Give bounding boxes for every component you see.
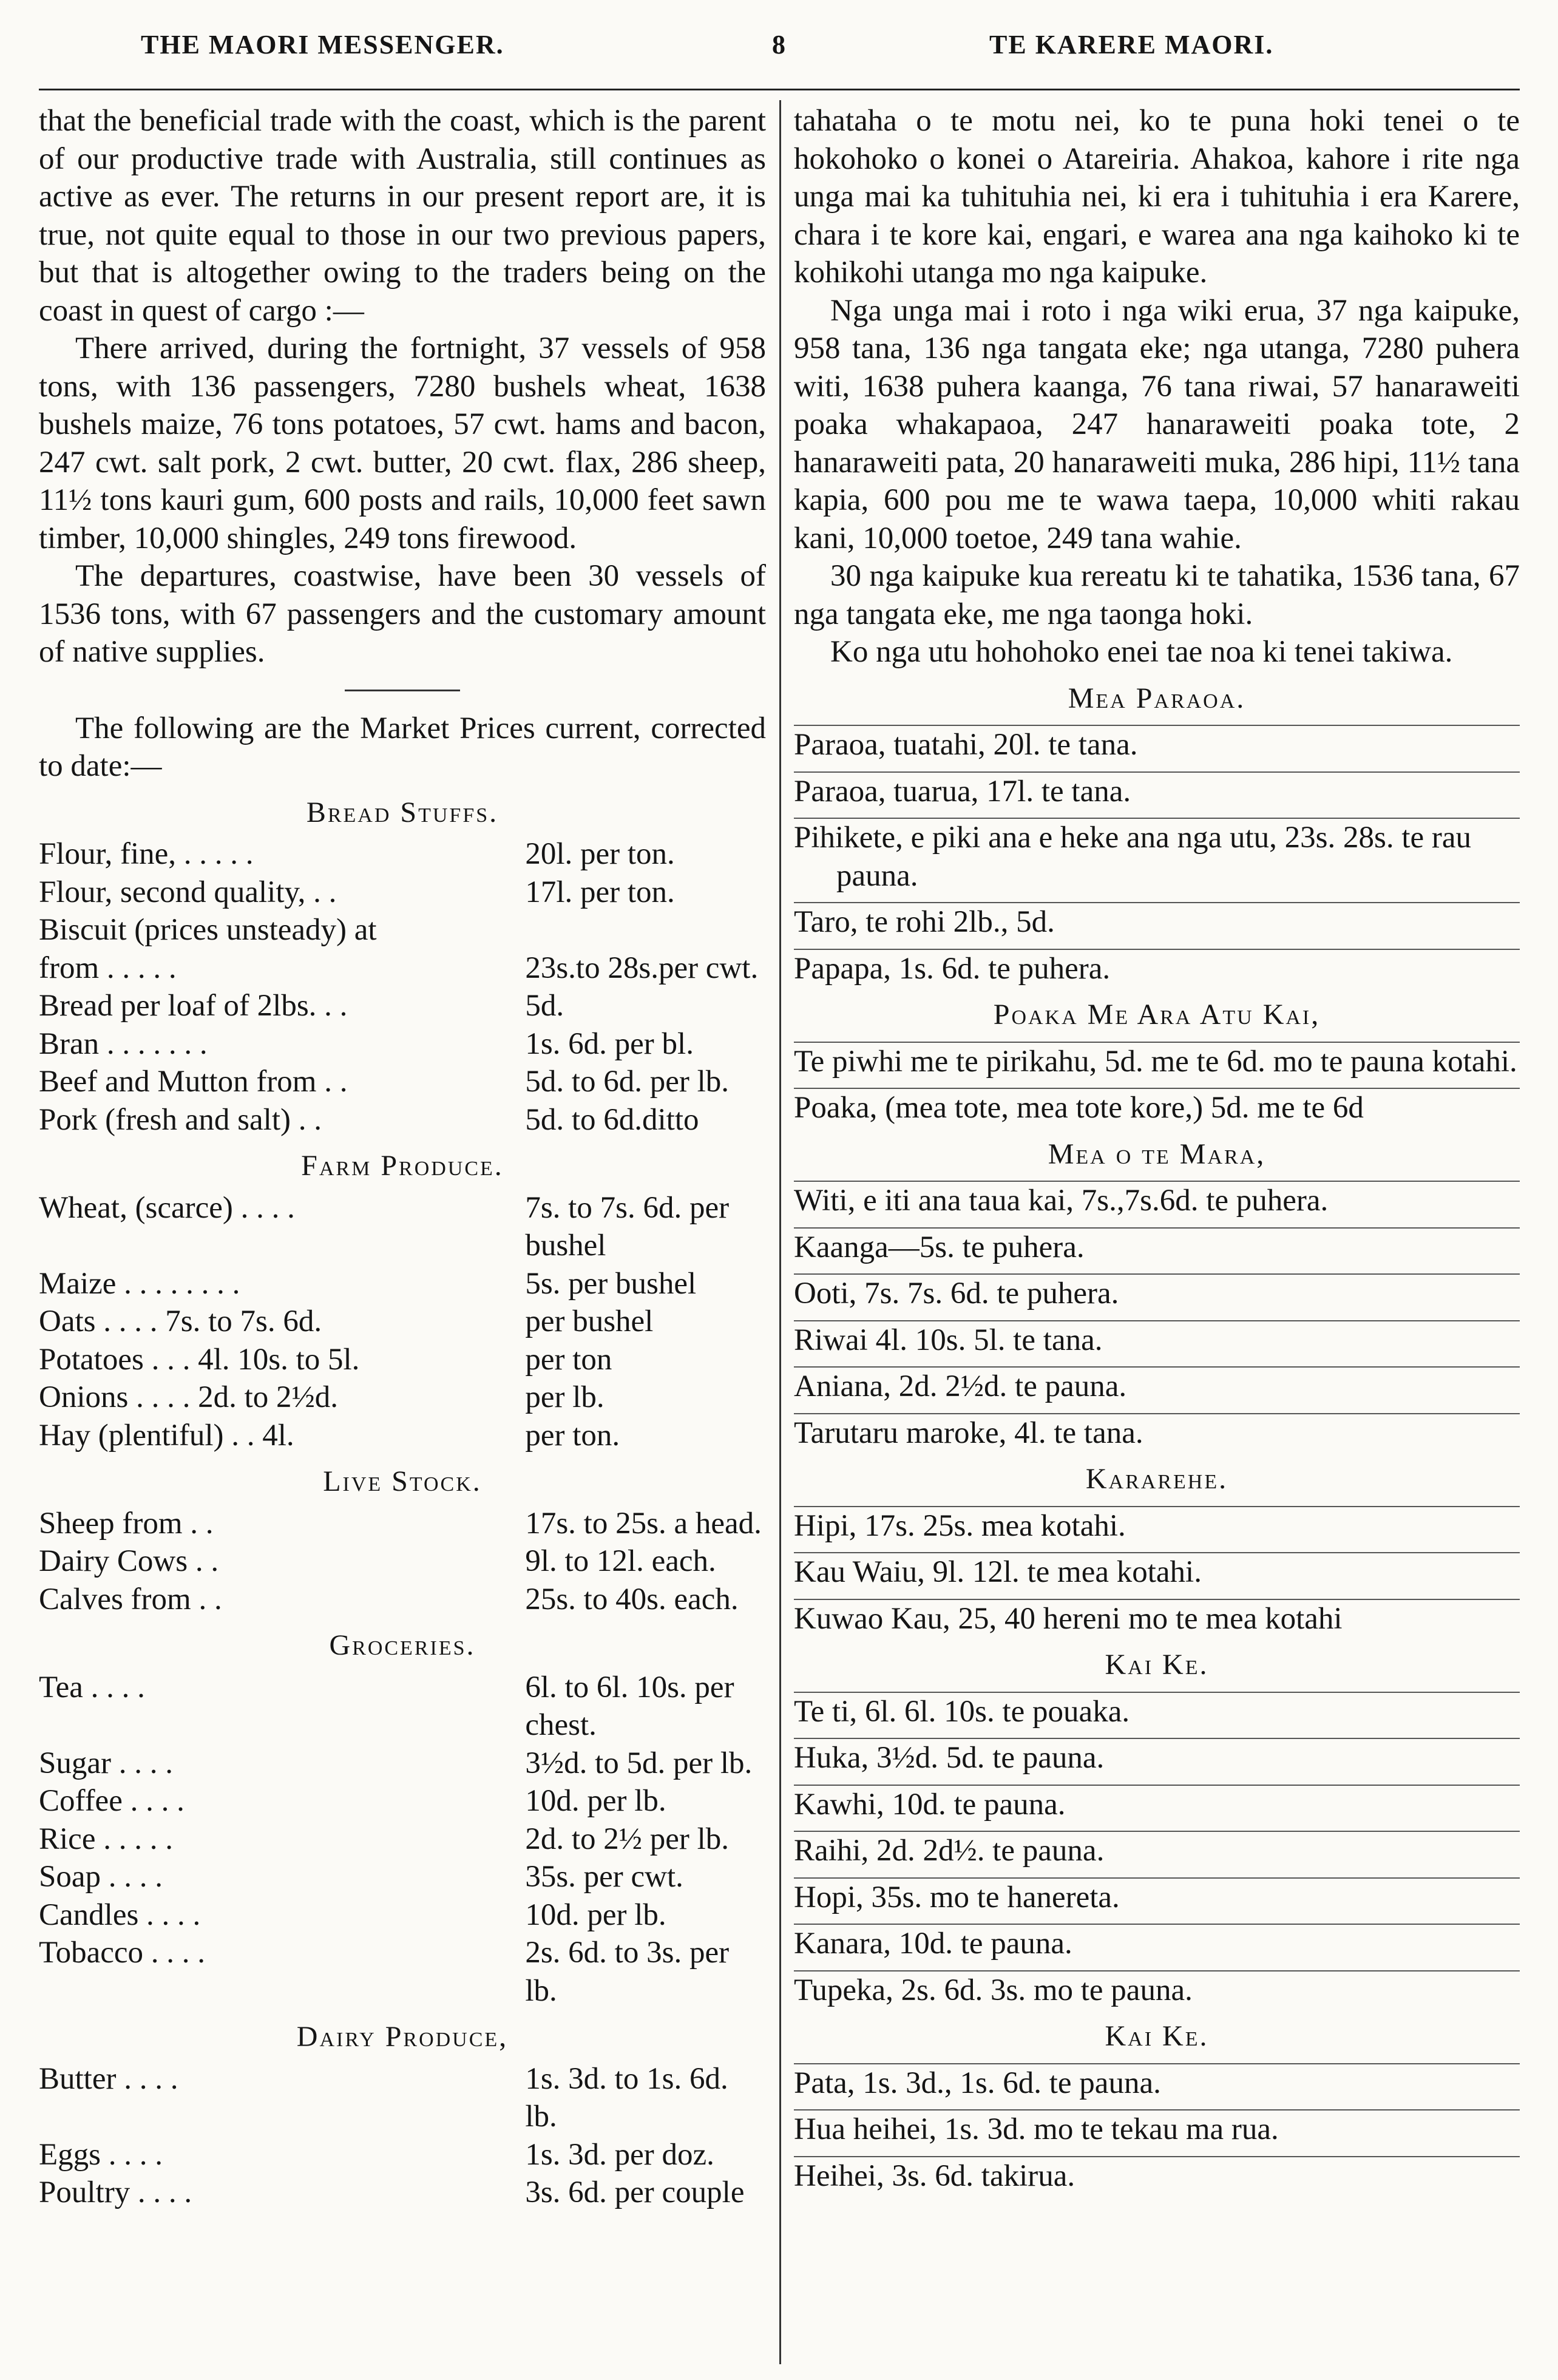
price-value: 10d. per lb.	[525, 1897, 666, 1932]
price-item-label: Soap . . . .	[39, 1860, 163, 1894]
price-row	[39, 1896, 766, 1934]
price-value: 1s. 3d. to 1s. 6d. lb.	[525, 2061, 728, 2134]
price-value: per bushel	[525, 1304, 654, 1338]
price-value: 6l. to 6l. 10s. per chest.	[525, 1670, 734, 1742]
price-value: 25s. to 40s. each.	[525, 1582, 739, 1616]
price-row-maori: Heihei, 3s. 6d. takirua.	[794, 2156, 1520, 2195]
price-item-label: Candles . . . .	[39, 1897, 201, 1932]
arrivals-paragraph: There arrived, during the fortnight, 37 vessels of 958 tons, with 136 passengers, 7280 bushels wheat, 1638 bushels maize, 76 tons potatoes, 57 cwt. hams and bacon, 247 cwt. salt pork, 2 cwt. butter, 20 cwt. flax, 286 sheep, 11½ tons kauri gum, 600 posts and rails, 10,000 feet sawn timber, 10,000 shingles, 249 tons firewood.	[39, 331, 766, 555]
price-value: per ton	[525, 1342, 612, 1377]
price-value: 3½d. to 5d. per lb.	[525, 1746, 753, 1780]
price-item-label: Onions . . . . 2d. to 2½d.	[39, 1380, 339, 1414]
price-value: 3s. 6d. per couple	[525, 2175, 745, 2209]
price-value: 17s. to 25s. a head.	[525, 1506, 762, 1541]
price-item-label: Calves from . .	[39, 1582, 222, 1616]
price-item-label: Pork (fresh and salt) . .	[39, 1102, 322, 1137]
price-item-label: Poultry . . . .	[39, 2175, 192, 2209]
price-value: 2d. to 2½ per lb.	[525, 1822, 730, 1856]
price-value: per lb.	[525, 1380, 605, 1414]
arrivals-paragraph-maori: Nga unga mai i roto i nga wiki erua, 37 nga kaipuke, 958 tana, 136 nga tangata eke; nga utanga, 7280 puhera witi, 1638 puhera kaanga, 76 tana riwai, 57 hanaraweiti poaka whakapaoa, 247 hanaraweiti poaka tote, 2 hanaraweiti pata, 20 hanaraweiti muka, 286 hipi, 11½ tana kapia, 600 pou me te wawa taepa, 10,000 whiti rakau kani, 10,000 toetoe, 249 tana wahie.	[794, 293, 1520, 555]
price-row-maori: Te ti, 6l. 6l. 10s. te pouaka.	[794, 1692, 1520, 1731]
price-row-maori: Kau Waiu, 9l. 12l. te mea kotahi.	[794, 1552, 1520, 1592]
price-value: 2s. 6d. to 3s. per lb.	[525, 1936, 730, 2008]
price-item-label: Bread per loaf of 2lbs. . .	[39, 989, 348, 1023]
price-item-label: Beef and Mutton from . .	[39, 1065, 348, 1099]
price-row	[39, 1378, 766, 1417]
page-number: 8	[772, 30, 787, 59]
price-value: 23s.to 28s.per cwt.	[525, 951, 759, 985]
departures-paragraph-maori: 30 nga kaipuke kua rereatu ki te tahatika, 1536 tana, 67 nga tangata eke, me nga taonga hoki.	[794, 559, 1520, 631]
price-section-heading-maori: Kai Ke.	[1105, 1649, 1209, 1681]
price-row	[39, 1782, 766, 1820]
price-value: 5d. to 6d.ditto	[525, 1102, 699, 1137]
masthead-english: THE MAORI MESSENGER.	[141, 30, 504, 59]
price-row-maori: Kanara, 10d. te pauna.	[794, 1924, 1520, 1963]
price-value: 5d. to 6d. per lb.	[525, 1065, 730, 1099]
column-divider	[779, 100, 781, 2364]
price-section-heading: Bread Stuffs.	[306, 796, 499, 829]
price-item-label: Hay (plentiful) . . 4l.	[39, 1418, 294, 1453]
price-row	[39, 1669, 766, 1744]
price-section-heading-maori: Kai Ke.	[1105, 2020, 1209, 2052]
price-item-label: Flour, fine, . . . . .	[39, 837, 254, 871]
price-section-heading-maori: Mea Paraoa.	[1068, 682, 1246, 714]
price-row-maori: Paraoa, tuatahi, 20l. te tana.	[794, 725, 1520, 764]
price-row-maori: Hipi, 17s. 25s. mea kotahi.	[794, 1506, 1520, 1545]
price-value: 7s. to 7s. 6d. per bushel	[525, 1190, 730, 1263]
price-row	[39, 1505, 766, 1543]
maori-column	[794, 102, 1520, 2195]
market-intro-paragraph: The following are the Market Prices current, corrected to date:—	[39, 711, 766, 783]
price-item-label: Rice . . . . .	[39, 1822, 173, 1856]
price-row	[39, 2174, 766, 2212]
price-row	[39, 1063, 766, 1101]
price-item-label: Wheat, (scarce) . . . .	[39, 1190, 295, 1225]
price-row-maori: Papapa, 1s. 6d. te puhera.	[794, 949, 1520, 988]
price-row-maori: Pata, 1s. 3d., 1s. 6d. te pauna.	[794, 2063, 1520, 2103]
trade-intro-paragraph-maori: tahataha o te motu nei, ko te puna hoki tenei o te hokohoko o konei o Atareiria. Ahakoa, kahore i rite nga unga mai ka tuhituhia nei, ki era i tuhituhia i era Karere, chara i te kore kai, engari, e warea ana nga kaihoko ki te kohikohi utanga mo nga kaipuke.	[794, 104, 1520, 290]
price-row	[39, 1820, 766, 1859]
price-row	[39, 911, 766, 949]
price-row-maori: Witi, e iti ana taua kai, 7s.,7s.6d. te puhera.	[794, 1181, 1520, 1220]
price-row	[39, 1581, 766, 1619]
price-value: 5d.	[525, 989, 564, 1023]
price-item-label: Bran . . . . . . .	[39, 1026, 208, 1061]
english-column	[39, 102, 766, 2212]
price-item-label: Maize . . . . . . . .	[39, 1266, 240, 1301]
price-row-maori: Pihikete, e piki ana e heke ana nga utu, 23s. 28s. te rau pauna.	[794, 818, 1520, 895]
price-item-label: Butter . . . .	[39, 2061, 178, 2096]
price-row	[39, 1265, 766, 1303]
price-value: 20l. per ton.	[525, 837, 675, 871]
section-separator	[345, 690, 460, 691]
price-row	[39, 949, 766, 988]
header-rule	[39, 89, 1520, 90]
price-value: 5s. per bushel	[525, 1266, 697, 1301]
price-row	[39, 1341, 766, 1379]
price-item-label: from . . . . .	[39, 951, 177, 985]
price-row	[39, 2060, 766, 2136]
price-row	[39, 835, 766, 873]
price-row-maori: Hopi, 35s. mo te hanereta.	[794, 1877, 1520, 1917]
price-value	[523, 911, 766, 949]
price-row	[39, 1101, 766, 1139]
price-row	[39, 1025, 766, 1063]
price-row-maori: Huka, 3½d. 5d. te pauna.	[794, 1738, 1520, 1777]
price-section-heading-maori: Mea o te Mara,	[1048, 1137, 1266, 1170]
price-value: 10d. per lb.	[525, 1784, 666, 1818]
price-row	[39, 1303, 766, 1341]
price-value: 1s. 6d. per bl.	[525, 1026, 694, 1061]
price-value: 35s. per cwt.	[525, 1860, 683, 1894]
price-item-label: Sugar . . . .	[39, 1746, 173, 1780]
price-item-label: Dairy Cows . .	[39, 1544, 219, 1578]
price-item-label: Oats . . . . 7s. to 7s. 6d.	[39, 1304, 322, 1338]
price-section-heading-maori: Kararehe.	[1085, 1463, 1228, 1495]
price-row	[39, 1189, 766, 1265]
price-row	[39, 873, 766, 912]
price-row-maori: Te piwhi me te pirikahu, 5d. me te 6d. mo te pauna kotahi.	[794, 1042, 1520, 1081]
price-row	[39, 1744, 766, 1783]
price-row-maori: Tupeka, 2s. 6d. 3s. mo te pauna.	[794, 1970, 1520, 2010]
price-row	[39, 1858, 766, 1896]
price-section-heading: Dairy Produce,	[296, 2021, 509, 2053]
price-section-heading: Groceries.	[329, 1629, 476, 1661]
price-row-maori: Taro, te rohi 2lb., 5d.	[794, 902, 1520, 941]
price-item-label: Tea . . . .	[39, 1670, 145, 1704]
price-item-label: Sheep from . .	[39, 1506, 214, 1541]
price-item-label: Coffee . . . .	[39, 1784, 185, 1818]
market-intro-paragraph-maori: Ko nga utu hohohoko enei tae noa ki tenei takiwa.	[830, 635, 1453, 669]
price-row	[39, 1542, 766, 1581]
price-row	[39, 987, 766, 1025]
price-item-label: Biscuit (prices unsteady) at	[39, 913, 377, 947]
price-row-maori: Ooti, 7s. 7s. 6d. te puhera.	[794, 1273, 1520, 1313]
price-item-label: Tobacco . . . .	[39, 1936, 206, 1970]
price-value: per ton.	[525, 1418, 620, 1453]
price-value: 17l. per ton.	[525, 875, 675, 909]
masthead-maori: TE KARERE MAORI.	[989, 30, 1274, 59]
price-item-label: Eggs . . . .	[39, 2137, 163, 2172]
price-value: 1s. 3d. per doz.	[525, 2137, 714, 2172]
price-row-maori: Aniana, 2d. 2½d. te pauna.	[794, 1366, 1520, 1406]
departures-paragraph: The departures, coastwise, have been 30 vessels of 1536 tons, with 67 passengers and the customary amount of native supplies.	[39, 559, 766, 669]
price-row-maori: Hua heihei, 1s. 3d. mo te tekau ma rua.	[794, 2109, 1520, 2149]
price-row-maori: Raihi, 2d. 2d½. te pauna.	[794, 1831, 1520, 1870]
english-price-list	[39, 794, 766, 2212]
price-item-label: Flour, second quality, . .	[39, 875, 337, 909]
maori-price-list	[794, 680, 1520, 2195]
price-section-heading-maori: Poaka Me Ara Atu Kai,	[993, 998, 1321, 1031]
price-row	[39, 2136, 766, 2174]
price-section-heading: Farm Produce.	[301, 1150, 504, 1182]
price-row-maori: Riwai 4l. 10s. 5l. te tana.	[794, 1320, 1520, 1360]
trade-intro-paragraph: that the beneficial trade with the coast, which is the parent of our productive trade with Australia, still continues as active as ever. The returns in our present report are, it is true, not quite equal to those in our two previous papers, but that is altogether owing to the traders being on the coast in quest of cargo :—	[39, 104, 766, 328]
price-row-maori: Kawhi, 10d. te pauna.	[794, 1785, 1520, 1824]
price-section-heading: Live Stock.	[323, 1465, 482, 1497]
price-item-label: Potatoes . . . 4l. 10s. to 5l.	[39, 1342, 360, 1377]
price-row	[39, 1417, 766, 1455]
price-row	[39, 1934, 766, 2010]
price-row-maori: Poaka, (mea tote, mea tote kore,) 5d. me te 6d	[794, 1088, 1520, 1127]
price-value: 9l. to 12l. each.	[525, 1544, 716, 1578]
price-row-maori: Tarutaru maroke, 4l. te tana.	[794, 1413, 1520, 1453]
price-row-maori: Kaanga—5s. te puhera.	[794, 1227, 1520, 1267]
price-row-maori: Kuwao Kau, 25, 40 hereni mo te mea kotahi	[794, 1599, 1520, 1638]
price-row-maori: Paraoa, tuarua, 17l. te tana.	[794, 771, 1520, 811]
